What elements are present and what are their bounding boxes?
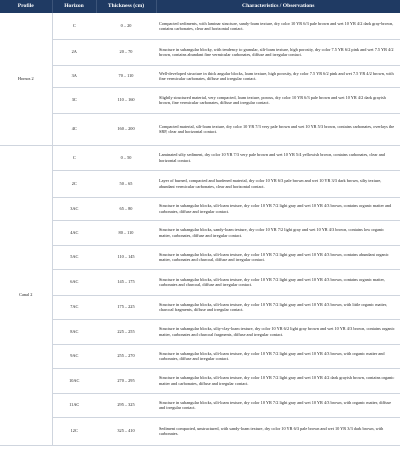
thickness-cell: 80 – 110 xyxy=(96,220,156,245)
observation-cell: Structure in subangular blocks, silt-loam texture, dry color 10 YR 7/2 light gray and wet 10 YR 4/2 dark grayish brown, contains organic matter and carbonates, diffuse and irregular contact. xyxy=(156,368,400,393)
horizon-cell: C xyxy=(52,145,96,170)
horizon-cell: 6AC xyxy=(52,269,96,295)
horizon-cell: 10AC xyxy=(52,368,96,393)
table-row xyxy=(0,393,400,417)
table-row xyxy=(0,295,400,319)
horizon-cell: 9AC xyxy=(52,344,96,368)
table-row xyxy=(0,417,400,445)
table-header-row xyxy=(0,0,400,13)
thickness-cell: 325 – 410 xyxy=(96,417,156,445)
horizon-cell: 11AC xyxy=(52,393,96,417)
observation-cell: Layer of burned, compacted and hardened material, dry color 10 YR 6/3 pale brown and wet 10 YR 3/3 dark brown, silty texture, abundant vermicular carbonates, clear and horizontal contact. xyxy=(156,170,400,197)
thickness-cell: 0 – 20 xyxy=(96,13,156,39)
thickness-cell: 145 – 175 xyxy=(96,269,156,295)
table-row xyxy=(0,87,400,113)
header-horizon: Horizon xyxy=(52,0,96,13)
observation-cell: Structure in subangular blocks, silt-loam texture, dry color 10 YR 7/2 light gray and wet 10 YR 4/3 brown, with organic matter, diffuse and irregular contact. xyxy=(156,393,400,417)
observation-cell: Well-developed structure in thick angular blocks, loam texture, high porosity, dry color 7.5 YR 6/2 pink and wet 7.5 YR 4/2 brown, with fine vermicular carbonates, diffuse and irregular contact. xyxy=(156,65,400,87)
thickness-cell: 70 – 110 xyxy=(96,65,156,87)
horizon-cell: 5AC xyxy=(52,245,96,269)
thickness-cell: 0 – 50 xyxy=(96,145,156,170)
horizon-cell: 2A xyxy=(52,39,96,65)
table-row xyxy=(0,65,400,87)
table-row xyxy=(0,170,400,197)
table-row xyxy=(0,344,400,368)
thickness-cell: 20 – 70 xyxy=(96,39,156,65)
horizon-cell: 2C xyxy=(52,170,96,197)
observation-cell: Laminated silty sediment, dry color 10 YR 7/3 very pale brown and wet 10 YR 5/4 yellowish brown, contains carbonates, clear and horizontal contact. xyxy=(156,145,400,170)
thickness-cell: 295 – 325 xyxy=(96,393,156,417)
thickness-cell: 110 – 145 xyxy=(96,245,156,269)
table-row xyxy=(0,113,400,145)
horizon-cell: 4C xyxy=(52,113,96,145)
table-row xyxy=(0,39,400,65)
table-row xyxy=(0,245,400,269)
observation-cell: Slightly structured material, very compacted, loam texture, porous, dry color 10 YR 6/3 pale brown and wet 10 YR 4/2 dark grayish brown, fine vermicular carbonates, diffuse and irregular contact. xyxy=(156,87,400,113)
table-row xyxy=(0,145,400,170)
observation-cell: Structure in subangular blocks, sandy-loam texture, dry color 10 YR 7/2 light gray and wet 10 YR 4/3 brown, contains low organic matter, carbonates, diffuse and irregular contact. xyxy=(156,220,400,245)
horizon-cell: 3A xyxy=(52,65,96,87)
horizon-cell: C xyxy=(52,13,96,39)
table-row xyxy=(0,197,400,220)
horizon-cell: 12C xyxy=(52,417,96,445)
table-row xyxy=(0,220,400,245)
table-body xyxy=(0,13,400,445)
header-observations: Characteristics / Observations xyxy=(156,0,400,13)
table-row xyxy=(0,368,400,393)
profile-cell: Hornos 2 xyxy=(0,13,52,145)
horizon-cell: 7AC xyxy=(52,295,96,319)
observation-cell: Compacted material, silt-loam texture, dry color 10 YR 7/3 very pale brown and wet 10 YR 5/3 brown, contains carbonates, overlays the SRP, clear and horizontal contact. xyxy=(156,113,400,145)
header-profile: Profile xyxy=(0,0,52,13)
thickness-cell: 255 – 270 xyxy=(96,344,156,368)
observation-cell: Structure in subangular blocks, silt-loam texture, dry color 10 YR 7/2 light gray and wet 10 YR 4/3 brown, contains abundant organic matter, carbonates and charcoal, diffuse and irregular contact. xyxy=(156,245,400,269)
thickness-cell: 50 – 65 xyxy=(96,170,156,197)
observation-cell: Structure in subangular blocks, silt-loam texture, dry color 10 YR 7/2 light gray and wet 10 YR 4/3 brown, with little organic matter, charcoal fragments, diffuse and irregular contact. xyxy=(156,295,400,319)
table-row xyxy=(0,13,400,39)
horizon-cell: 3AC xyxy=(52,197,96,220)
thickness-cell: 270 – 295 xyxy=(96,368,156,393)
observation-cell: Structure in subangular blocky, with tendency to granular, silt-loam texture, high porosity, dry color 7.5 YR 6/2 pink and wet 7.5 YR 4/2 brown, contains abundant fine vermicular carbonates, diffuse and irregular contact. xyxy=(156,39,400,65)
thickness-cell: 175 – 225 xyxy=(96,295,156,319)
observation-cell: Structure in subangular blocks, silt-loam texture, dry color 10 YR 7/2 light gray and wet 10 YR 4/3 brown, with organic matter and carbonates, diffuse and irregular contact. xyxy=(156,344,400,368)
horizon-cell: 4AC xyxy=(52,220,96,245)
thickness-cell: 65 – 80 xyxy=(96,197,156,220)
observation-cell: Sediment compacted, unstructured, with sandy-loam texture, dry color 10 YR 6/3 pale brown and wet 10 YR 3/3 dark brown, with carbonates. xyxy=(156,417,400,445)
thickness-cell: 225 – 255 xyxy=(96,319,156,344)
observation-cell: Compacted sediments, with laminar structure, sandy-loam texture, dry color 10 YR 6/3 pale brown and wet 10 YR 4/2 dark gray-brown, contains carbonates, clear and horizontal contact. xyxy=(156,13,400,39)
table-row xyxy=(0,269,400,295)
table-row xyxy=(0,319,400,344)
header-thickness: Thickness (cm) xyxy=(96,0,156,13)
observation-cell: Structure in subangular blocks, silty-clay-loam texture, dry color 10 YR 6/2 light gray brown and wet 10 YR 4/3 brown, contains organic matter, carbonates and charcoal fragments, diffuse and irregular contact. xyxy=(156,319,400,344)
thickness-cell: 160 – 200 xyxy=(96,113,156,145)
horizon-cell: 3C xyxy=(52,87,96,113)
profile-cell: Canal 2 xyxy=(0,145,52,445)
observation-cell: Structure in subangular blocks, silt-loam texture, dry color 10 YR 7/2 light gray and wet 10 YR 4/3 brown, contains organic matter and carbonates, diffuse and irregular contact. xyxy=(156,197,400,220)
horizon-cell: 8AC xyxy=(52,319,96,344)
observation-cell: Structure in subangular blocks, silt-loam texture, dry color 10 YR 7/2 light gray and wet 10 YR 4/3 brown, contains organic matter, carbonates and charcoal, diffuse and irregular contact. xyxy=(156,269,400,295)
thickness-cell: 110 – 160 xyxy=(96,87,156,113)
